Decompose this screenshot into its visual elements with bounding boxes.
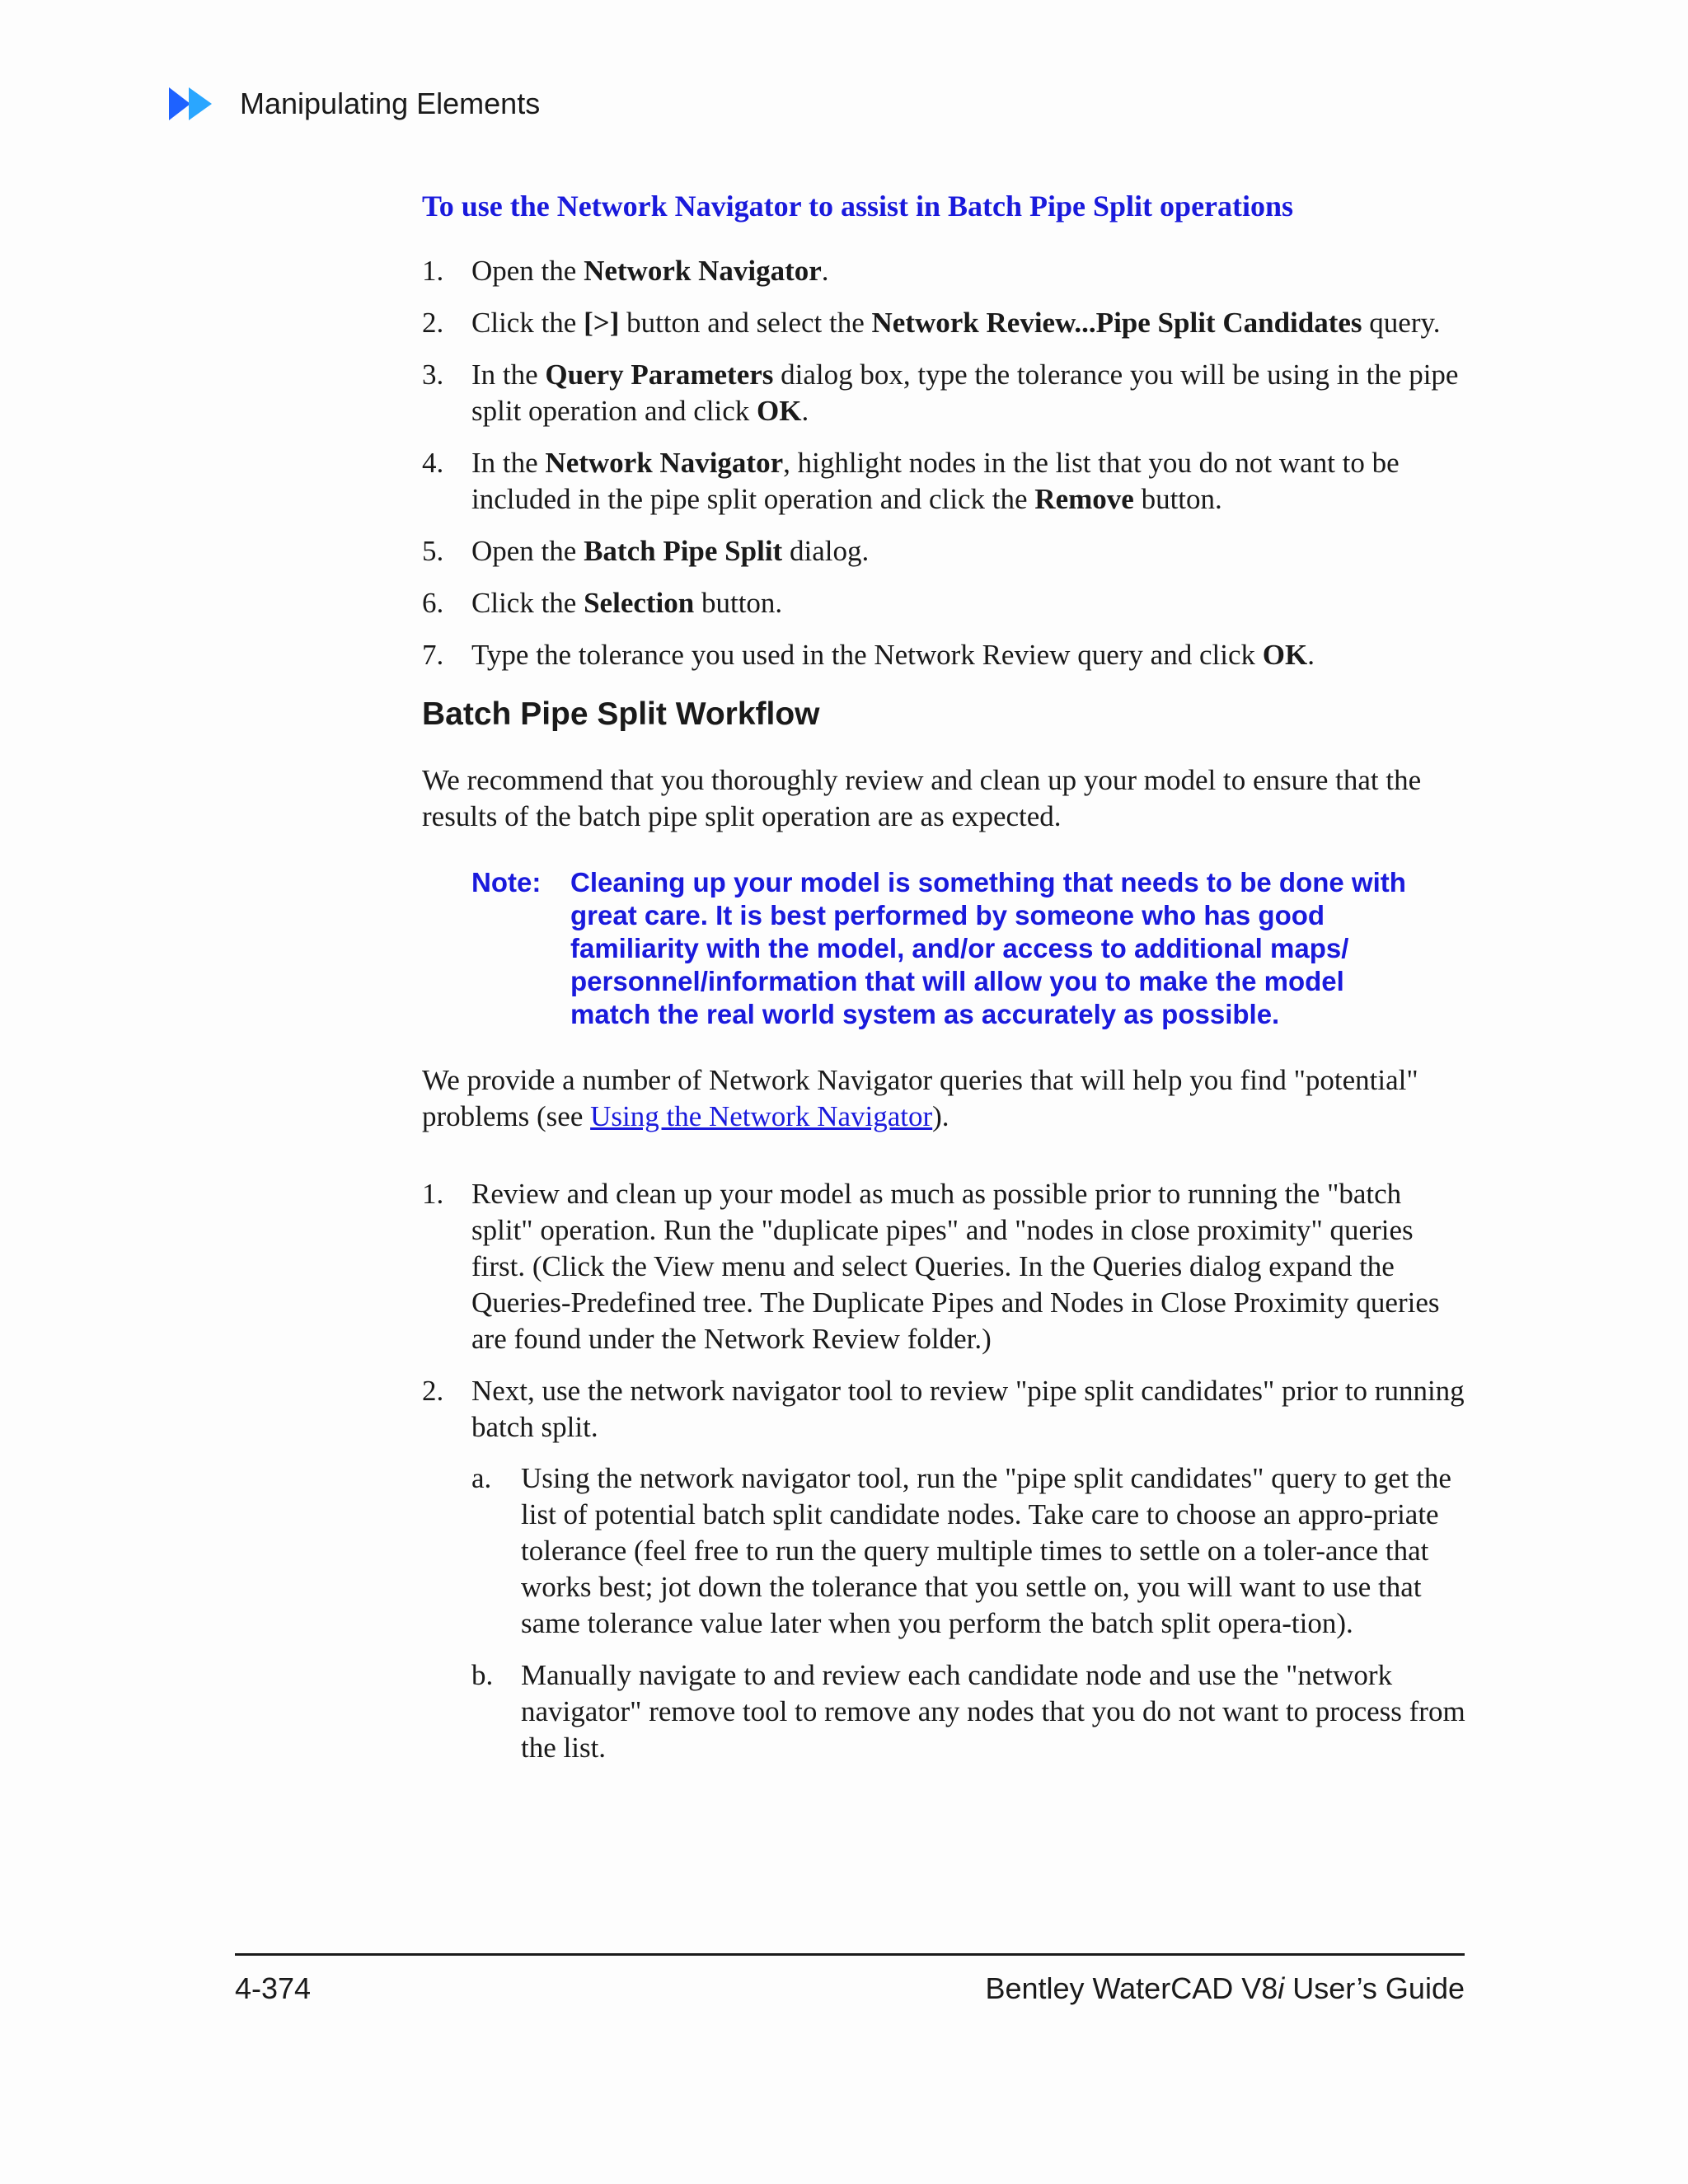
workflow-steps [422,1176,1469,1766]
step-number: 3. [422,359,444,391]
page-number: 4-374 [235,1971,312,2005]
intro-paragraph: We recommend that you thoroughly review and clean up your model to ensure that the results of the batch pipe split operation are as expected. [422,764,1422,832]
step-number: 7. [422,639,444,671]
step-number: 1. [422,255,444,287]
page-content [422,188,1469,1782]
list-item: a. Using the network navigator tool, run the "pipe split candidates" query to get the list of potential batch split candidate nodes. Take care to choose an appro-priate tolerance (feel free to run the query multiple times to settle on a toler-ance that works best; jot down the tolerance that you settle on, you will want to use that same tolerance value later when you perform the batch split opera-tion). [471,1462,1451,1639]
network-navigator-link[interactable]: Using the Network Navigator [590,1100,933,1132]
step-number: 2. [422,307,444,339]
list-item: 2. Next, use the network navigator tool to review "pipe split candidates" prior to running batch split. a. Using the network navigator tool, run the "pipe split candidates" query to get the list of potential batch split candidate nodes. Take care to choose an appro-priate tolerance (feel free to run the query multiple times to settle on a toler-ance that works best; jot down the tolerance that you settle on, you will want to use that same tolerance value later when you perform the batch split opera-tion). b. Manually navigate to and review each candidate node and use the "network navigator" remove tool to remove any nodes that you do not want to process from the list. [422,1373,1469,1766]
list-item: 6. Click the Selection button. [422,585,1469,621]
step-letter: b. [471,1659,494,1691]
list-item: 2. Click the [>] button and select the Network Review...Pipe Split Candidates query. [422,305,1469,341]
step-number: 4. [422,447,444,479]
procedure-title: To use the Network Navigator to assist in Batch Pipe Split operations [422,190,1294,223]
step-number: 1. [422,1178,444,1210]
note-text: Cleaning up your model is something that needs to be done with great care. It is best performed by someone who has good familiarity with the model, and/or access to additional maps/ personnel/information that will allow you to make the model match the real world system as accurately as possible. [570,867,1406,1029]
list-item: 4. In the Network Navigator, highlight nodes in the list that you do not want to be included in the pipe split operation and click the Remove button. [422,447,1400,515]
section-heading: Batch Pipe Split Workflow [422,696,820,732]
double-arrow-icon [169,86,222,122]
running-title: Manipulating Elements [240,87,541,120]
footer-divider [235,1953,1465,1956]
list-item: 1. Review and clean up your model as much as possible prior to running the "batch split" operation. Run the "duplicate pipes" and "nodes in close proximity" queries first. (Click the View menu and select Queries. In the Queries dialog expand the Queries-Predefined tree. The Duplicate Pipes and Nodes in Close Proximity queries are found under the Network Review folder.) [422,1178,1440,1355]
list-item: 7. Type the tolerance you used in the Network Review query and click OK. [422,637,1469,673]
step-number: 5. [422,535,444,567]
note-box [471,866,1469,1031]
note-label: Note: [471,867,542,898]
step-number: 2. [422,1375,444,1407]
page-header [169,86,540,122]
list-item: 3. In the Query Parameters dialog box, type the tolerance you will be using in the pipe split operation and click OK. [422,359,1459,427]
list-item: 1. Open the Network Navigator. [422,253,1469,289]
list-item: 5. Open the Batch Pipe Split dialog. [422,533,1469,569]
step-number: 6. [422,587,444,619]
sub-steps [471,1460,1469,1766]
guide-title: Bentley WaterCAD V8i User’s Guide [985,1971,1465,2005]
list-item: b. Manually navigate to and review each candidate node and use the "network navigator" remove tool to remove any nodes that you do not want to process from the list. [471,1659,1465,1764]
queries-paragraph: We provide a number of Network Navigator queries that will help you find "potential" problems (see Using the Network Navigator). [422,1064,1418,1132]
procedure-steps [422,253,1469,673]
step-letter: a. [471,1462,492,1494]
